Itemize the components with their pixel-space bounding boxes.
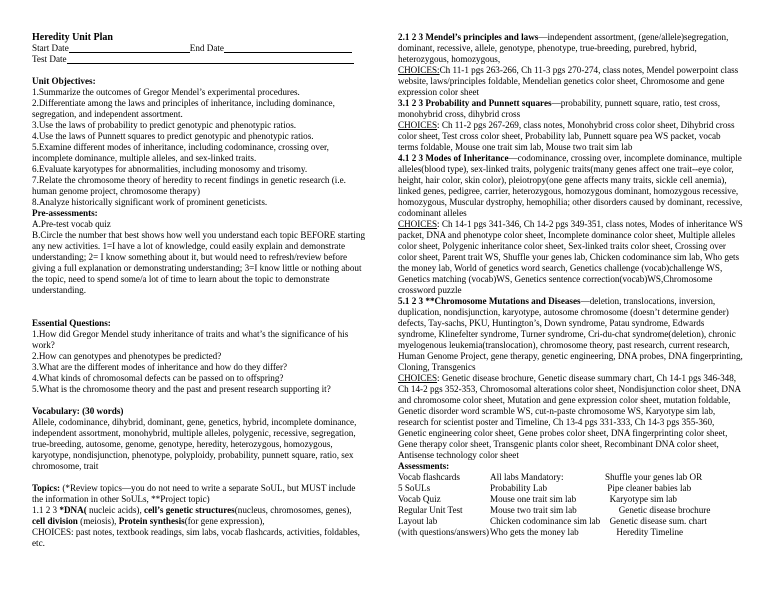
- assessments-table: [398, 472, 743, 538]
- assessment-cell: Vocab flashcards: [398, 472, 460, 482]
- assessment-cell: Pipe cleaner babies lab: [605, 483, 692, 493]
- assessment-cell: Genetic disease brochure: [605, 505, 711, 515]
- objective-item: 8.Analyze historically significant work of prominent geneticists.: [32, 197, 268, 207]
- assessment-cell: All labs Mandatory:: [490, 472, 564, 482]
- pre-assessment-b: B.Circle the number that best shows how well you understand each topic BEFORE starting any new activities. 1=I have a lot of knowledge, could easily explain and demonstrate understanding; 2= I know something about it, but would need to refresh/review before giving a full explanation or demonstrating understanding; 3=I know little or nothing about the topic, need to spend some/a lot of time to learn about the topic to demonstrate understanding.: [32, 230, 366, 295]
- topic-4: 4.1 2 3 Modes of Inheritance—codominance, crossing over, incomplete dominance, multiple alleles(blood type), sex-linked traits, polygenic traits(many genes affect one trait--eye color, height, hair color, skin color), pleiotropy(one gene affects many traits, sickle cell anemia), linked genes, pedigree, carrier, heterozygous, homozygous dominant, homozygous recessive, homozygous, Muscular dystrophy, hemophilia; other disorders caused by dominant, recessive, codominant alleles: [398, 153, 743, 218]
- left-column: [32, 0, 365, 549]
- test-date-field[interactable]: [67, 54, 354, 64]
- page-title: Heredity Unit Plan: [32, 32, 113, 43]
- objective-item: 2.Differentiate among the laws and principles of inheritance, including dominance, segregation, and independent assortment.: [32, 98, 335, 119]
- pre-assessment-a: A.Pre-test vocab quiz: [32, 219, 111, 229]
- questions-heading: Essential Questions:: [32, 318, 111, 328]
- assessment-cell: Regular Unit Test: [398, 505, 463, 515]
- question-item: 2.How can genotypes and phenotypes be predicted?: [32, 351, 222, 361]
- question-item: 5.What is the chromosome theory and the past and present research supporting it?: [32, 384, 331, 394]
- question-item: 1.How did Gregor Mendel study inheritance of traits and what’s the significance of his work?: [32, 329, 349, 350]
- topics-intro: Topics: (*Review topics—you do not need to write a separate SoUL, but MUST include the information in other SoULs, **Project topic): [32, 483, 356, 504]
- objective-item: 4.Use the laws of Punnett squares to predict genotypic and phenotypic ratios.: [32, 131, 314, 141]
- assessment-cell: 5 SoULs: [398, 483, 431, 493]
- end-date-field[interactable]: [224, 43, 352, 53]
- question-item: 3.What are the different modes of inheritance and how do they differ?: [32, 362, 288, 372]
- objective-item: 7.Relate the chromosome theory of heredity to recent findings in genetic research (i.e. human genome project, chromosome therapy): [32, 175, 346, 196]
- assessments-heading: Assessments:: [398, 461, 450, 471]
- objective-item: 1.Summarize the outcomes of Gregor Mendel’s experimental procedures.: [32, 87, 300, 97]
- topic-3-choices: CHOICES: Ch 11-2 pgs 267-269, class notes, Monohybrid cross color sheet, Dihybrid cross color sheet, Test cross color sheet, Probability lab, Punnett square pea WS packet, vocab terms foldable, Mouse one trait sim lab, Mouse two trait sim lab: [398, 120, 735, 152]
- objective-item: 5.Examine different modes of inheritance, including codominance, crossing over, incomplete dominance, multiple alleles, and sex-linked traits.: [32, 142, 329, 163]
- assessment-cell: Layout lab: [398, 516, 438, 526]
- pre-assessments-heading: Pre-assessments:: [32, 208, 98, 218]
- vocabulary-list: Allele, codominance, dihybrid, dominant, gene, genetics, hybrid, incomplete dominance, independent assortment, monohybrid, multiple alleles, polygenic, recessive, segregation, true-breeding, autosome, genome, genotype, heredity, heterozygous, homozygous, karyotype, nondisjunction, phenotype, polyploidy, probability, punnett square, ratio, sex chromosome, trait: [32, 417, 357, 471]
- start-date-field[interactable]: [69, 43, 190, 53]
- objective-item: 3.Use the laws of probability to predict genotypic and phenotypic ratios.: [32, 120, 297, 130]
- assessment-cell: Karyotype sim lab: [605, 494, 677, 504]
- objective-item: 6.Evaluate karyotypes for abnormalities, including monosomy and trisomy.: [32, 164, 308, 174]
- objectives-heading: Unit Objectives:: [32, 76, 96, 86]
- assessment-cell: Who gets the money lab: [490, 527, 579, 537]
- topic-3: 3.1 2 3 Probability and Punnett squares—probability, punnett square, ratio, test cross, monohybrid cross, dihybrid cross: [398, 98, 720, 119]
- end-date-label: End Date: [189, 43, 224, 53]
- topics-heading: Topics:: [32, 483, 61, 493]
- topic-2-choices: CHOICES:Ch 11-1 pgs 263-266, Ch 11-3 pgs 270-274, class notes, Mendel powerpoint class website, laws/principles foldable, Mendelian genetics color sheet, Chromosome and gene expression color sheet: [398, 65, 739, 97]
- assessment-cell: Mouse one trait sim lab: [490, 494, 577, 504]
- start-date-label: Start Date: [32, 43, 69, 53]
- topic-4-choices: CHOICES: Ch 14-1 pgs 341-346, Ch 14-2 pgs 349-351, class notes, Modes of inheritance WS packet, DNA and phenotype color sheet, Incomplete dominance color sheet, Multiple alleles color sheet, Polygenic inheritance color sheet, Sex-linked traits color sheet, Crossing over color sheet, Parent trait WS, Shuffle your genes lab, Chicken codominance sim lab, Who gets the money lab, World of genetics word search, Genetics challenge (vocab)challenge WS, Genetics matching (vocab)WS, Genetics sentence correction(vocab)WS,Chromosome crossword puzzle: [398, 219, 743, 295]
- date-row: [32, 43, 365, 54]
- assessment-cell: (with questions/answers): [398, 527, 489, 537]
- topic-2: 2.1 2 3 Mendel’s principles and laws—independent assortment, (gene/allele)segregation, dominant, recessive, allele, genotype, phenotype, true-breeding, purebred, hybrid, heterozygous, homozygous,: [398, 32, 729, 64]
- right-column: [398, 32, 743, 538]
- topic-5: 5.1 2 3 **Chromosome Mutations and Diseases—deletion, translocations, inversion, duplication, nondisjunction, karyotype, autosome chromosome (doesn’t determine gender) defects, Tay-sachs, PKU, Huntington’s, Down syndrome, Patau syndrome, Edwards syndrome, Klinefelter syndrome, Turner syndrome, Cri-du-chat syndrome(deletion), chronic myelogenous leukemia(translocation), chromosome theory, past research, current research, Human Genome Project, gene therapy, genetic engineering, DNA probes, DNA fingerprinting, Cloning, Transgenics: [398, 296, 743, 372]
- question-item: 4.What kinds of chromosomal defects can be passed on to offspring?: [32, 373, 284, 383]
- topic-5-choices: CHOICES: Genetic disease brochure, Genetic disease summary chart, Ch 14-1 pgs 346-348, Ch 14-2 pgs 352-353, Chromosomal alterations color sheet, Nondisjunction color sheet, DNA and chromosome color sheet, Mutation and gene expression color sheet, mutation foldable, Genetic disorder word scramble WS, cut-n-paste chromosome WS, Karyotype sim lab, research for scientist poster and Timeline, Ch 13-4 pgs 331-333, Ch 14-3 pgs 355-360, Genetic engineering color sheet, Gene probes color sheet, DNA fingerprinting color sheet, Gene therapy color sheet, Transgenic plants color sheet, Recombinant DNA color sheet, Antisense technology color sheet: [398, 373, 741, 460]
- assessment-cell: Heredity Timeline: [605, 527, 684, 537]
- test-date-row: [32, 54, 365, 65]
- assessment-cell: Probability Lab: [490, 483, 548, 493]
- test-date-label: Test Date: [32, 54, 67, 64]
- topic-1-choices: CHOICES: past notes, textbook readings, sim labs, vocab flashcards, activities, foldables, etc.: [32, 527, 360, 548]
- assessment-cell: Chicken codominance sim lab: [490, 516, 601, 526]
- assessment-cell: Vocab Quiz: [398, 494, 441, 504]
- topic-1: 1.1 2 3 *DNA( nucleic acids), cell’s genetic structures(nucleus, chromosomes, genes), cell division (meiosis), Protein synthesis(for gene expression),: [32, 505, 352, 526]
- assessment-cell: Shuffle your genes lab OR: [605, 472, 703, 482]
- assessment-cell: Mouse two trait sim lab: [490, 505, 577, 515]
- vocabulary-heading: Vocabulary: (30 words): [32, 406, 124, 416]
- assessment-cell: Genetic disease sum. chart: [605, 516, 707, 526]
